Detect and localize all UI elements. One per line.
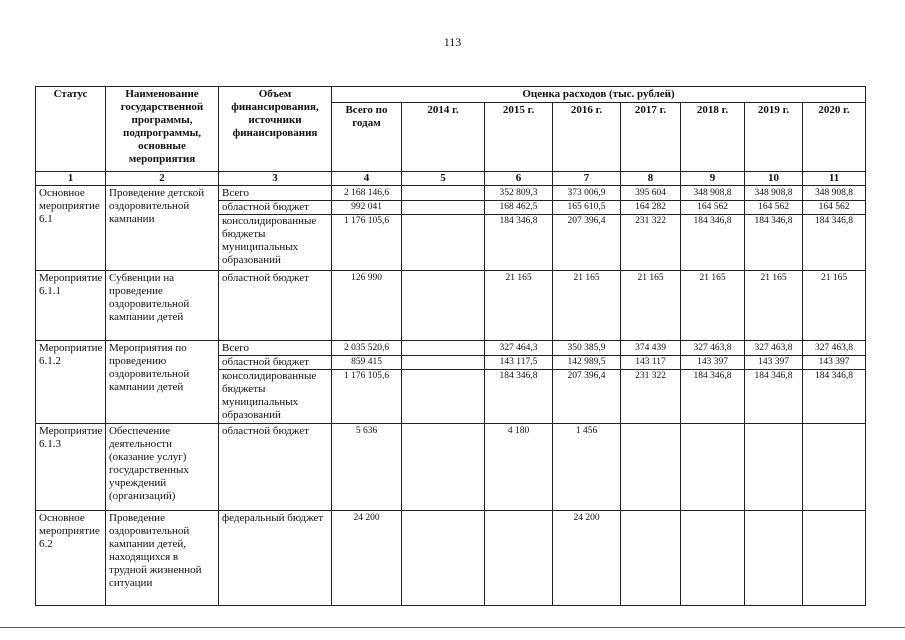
row-name: Обеспечение деятельности (оказание услуг) государственных учреждений (организаций) (106, 424, 219, 511)
value-cell: 164 562 (681, 201, 744, 215)
value-cell (405, 215, 481, 266)
row-values (553, 271, 621, 341)
value-cell: 2 035 520,6 (332, 342, 401, 356)
row-sources (219, 424, 332, 511)
row-name: Субвенции на проведение оздоровительной кампании детей (106, 271, 219, 341)
value-cell: 165 610,5 (553, 201, 620, 215)
col-index: 5 (402, 172, 485, 186)
value-cell: 21 165 (760, 273, 787, 283)
col-index: 11 (803, 172, 866, 186)
row-status: Мероприятие 6.1.2 (36, 341, 106, 424)
value-cell: 184 346,8 (499, 371, 538, 381)
row-values (803, 424, 866, 511)
value-cell: 350 385,9 (553, 342, 620, 356)
row-values (681, 271, 745, 341)
value-cell: 992 041 (332, 201, 401, 215)
value-cell: 207 396,4 (567, 216, 606, 226)
value-cell: 21 165 (637, 273, 664, 283)
row-values (485, 424, 553, 511)
value-cell: 164 282 (621, 201, 680, 215)
row-status: Основное мероприятие 6.1 (36, 186, 106, 271)
value-cell: 143 117 (621, 356, 680, 370)
row-sources (219, 341, 332, 424)
header-volume: Объем финансирования, источники финансирования (219, 87, 332, 172)
value-cell (748, 512, 799, 525)
row-name: Проведение оздоровительной кампании детей, находящихся в трудной жизненной ситуации (106, 511, 219, 606)
value-cell: 2 168 146,6 (332, 187, 401, 201)
row-sources (219, 511, 332, 606)
value-cell: 126 990 (351, 273, 382, 283)
value-cell (806, 425, 862, 438)
row-sources (219, 186, 332, 271)
row-values (485, 271, 553, 341)
header-year: 2018 г. (681, 103, 745, 172)
value-cell: 373 006,9 (553, 187, 620, 201)
row-values (332, 341, 402, 424)
value-cell: 184 346,8 (499, 216, 538, 226)
source-label: областной бюджет (222, 425, 309, 437)
value-cell: 327 464,3 (485, 342, 552, 356)
source-label: областной бюджет (219, 356, 331, 370)
row-values (553, 511, 621, 606)
row-values (485, 511, 553, 606)
value-cell (684, 512, 741, 525)
row-values (621, 511, 681, 606)
value-cell: 143 397 (803, 356, 865, 370)
row-values (485, 186, 553, 271)
table-row (36, 341, 866, 424)
value-cell: 168 462,5 (485, 201, 552, 215)
row-values (485, 341, 553, 424)
row-values (745, 271, 803, 341)
value-cell: 24 200 (353, 513, 380, 523)
row-status: Основное мероприятие 6.2 (36, 511, 106, 606)
col-index: 6 (485, 172, 553, 186)
row-values (803, 271, 866, 341)
col-index: 8 (621, 172, 681, 186)
value-cell: 348 908,8 (803, 187, 865, 201)
row-values (402, 341, 485, 424)
header-total: Всего по годам (332, 103, 402, 172)
source-label: консолидированные бюджеты муниципальных образований (222, 370, 317, 421)
row-values (745, 511, 803, 606)
value-cell: 21 165 (505, 273, 532, 283)
value-cell (806, 512, 862, 525)
value-cell (402, 342, 484, 356)
value-cell: 352 809,3 (485, 187, 552, 201)
value-cell (402, 201, 484, 215)
value-cell: 1 456 (575, 426, 598, 436)
value-cell: 143 397 (745, 356, 802, 370)
value-cell (402, 187, 484, 201)
value-cell: 21 165 (573, 273, 600, 283)
value-cell: 21 165 (820, 273, 848, 283)
value-cell: 1 176 105,6 (343, 371, 390, 381)
value-cell: 184 346,8 (754, 216, 793, 226)
value-cell (488, 512, 549, 525)
row-values (553, 186, 621, 271)
value-cell (405, 272, 481, 285)
row-values (402, 424, 485, 511)
value-cell: 164 562 (803, 201, 865, 215)
source-label: федеральный бюджет (222, 512, 324, 524)
header-year: 2014 г. (402, 103, 485, 172)
source-label: областной бюджет (222, 272, 309, 284)
value-cell (748, 425, 799, 438)
row-values (745, 341, 803, 424)
value-cell (405, 425, 481, 438)
value-cell: 859 415 (332, 356, 401, 370)
header-estimate: Оценка расходов (тыс. рублей) (332, 87, 866, 103)
table-row (36, 271, 866, 341)
row-values (681, 186, 745, 271)
value-cell: 1 176 105,6 (343, 216, 390, 226)
row-values (621, 341, 681, 424)
row-name: Мероприятия по проведению оздоровительной кампании детей (106, 341, 219, 424)
value-cell: 184 346,8 (693, 371, 732, 381)
header-year: 2019 г. (745, 103, 803, 172)
table-row (36, 424, 866, 511)
header-status: Статус (36, 87, 106, 172)
row-values (553, 424, 621, 511)
row-values (803, 186, 866, 271)
col-index: 10 (745, 172, 803, 186)
value-cell: 207 396,4 (567, 371, 606, 381)
table-row (36, 186, 866, 271)
value-cell (624, 512, 677, 525)
col-index: 4 (332, 172, 402, 186)
value-cell: 374 439 (621, 342, 680, 356)
value-cell: 164 562 (745, 201, 802, 215)
row-status: Мероприятие 6.1.3 (36, 424, 106, 511)
value-cell (684, 425, 741, 438)
col-index: 2 (106, 172, 219, 186)
col-index: 9 (681, 172, 745, 186)
row-values (553, 341, 621, 424)
page-bottom-rule (0, 627, 905, 628)
header-year: 2020 г. (803, 103, 866, 172)
row-values (332, 424, 402, 511)
col-index: 1 (36, 172, 106, 186)
value-cell: 327 463,8 (681, 342, 744, 356)
expenses-table (35, 86, 866, 606)
row-values (402, 511, 485, 606)
value-cell: 5 636 (355, 426, 378, 436)
page-number: 113 (443, 35, 462, 49)
source-label: Всего (219, 342, 331, 356)
value-cell: 24 200 (573, 513, 600, 523)
col-index: 7 (553, 172, 621, 186)
value-cell (405, 512, 481, 525)
row-values (745, 186, 803, 271)
value-cell: 184 346,8 (815, 216, 854, 226)
value-cell: 184 346,8 (754, 371, 793, 381)
value-cell: 348 908,8 (681, 187, 744, 201)
row-values (332, 271, 402, 341)
value-cell: 395 604 (621, 187, 680, 201)
value-cell: 143 117,5 (485, 356, 552, 370)
value-cell: 327 463,8 (803, 342, 865, 356)
row-status: Мероприятие 6.1.1 (36, 271, 106, 341)
row-values (745, 424, 803, 511)
row-values (621, 424, 681, 511)
header-year: 2015 г. (485, 103, 553, 172)
col-index: 3 (219, 172, 332, 186)
value-cell (624, 425, 677, 438)
header-year: 2016 г. (553, 103, 621, 172)
header-year: 2017 г. (621, 103, 681, 172)
value-cell: 143 397 (681, 356, 744, 370)
source-label: областной бюджет (219, 201, 331, 215)
row-values (332, 186, 402, 271)
row-values (803, 341, 866, 424)
row-values (332, 511, 402, 606)
value-cell (402, 356, 484, 370)
value-cell: 184 346,8 (693, 216, 732, 226)
value-cell (405, 370, 481, 421)
row-values (621, 186, 681, 271)
source-label: Всего (219, 187, 331, 201)
value-cell: 348 908,8 (745, 187, 802, 201)
row-values (803, 511, 866, 606)
value-cell: 184 346,8 (815, 371, 854, 381)
row-name: Проведение детской оздоровительной кампании (106, 186, 219, 271)
row-values (681, 424, 745, 511)
header-name: Наименование государственной программы, подпрограммы, основные мероприятия (106, 87, 219, 172)
value-cell: 4 180 (507, 426, 530, 436)
value-cell: 142 989,5 (553, 356, 620, 370)
row-values (621, 271, 681, 341)
row-values (681, 511, 745, 606)
source-label: консолидированные бюджеты муниципальных образований (222, 215, 317, 266)
row-values (402, 186, 485, 271)
row-values (402, 271, 485, 341)
value-cell: 231 322 (635, 371, 666, 381)
row-values (681, 341, 745, 424)
row-sources (219, 271, 332, 341)
value-cell: 231 322 (635, 216, 666, 226)
table-row (36, 511, 866, 606)
value-cell: 21 165 (699, 273, 726, 283)
value-cell: 327 463,8 (745, 342, 802, 356)
